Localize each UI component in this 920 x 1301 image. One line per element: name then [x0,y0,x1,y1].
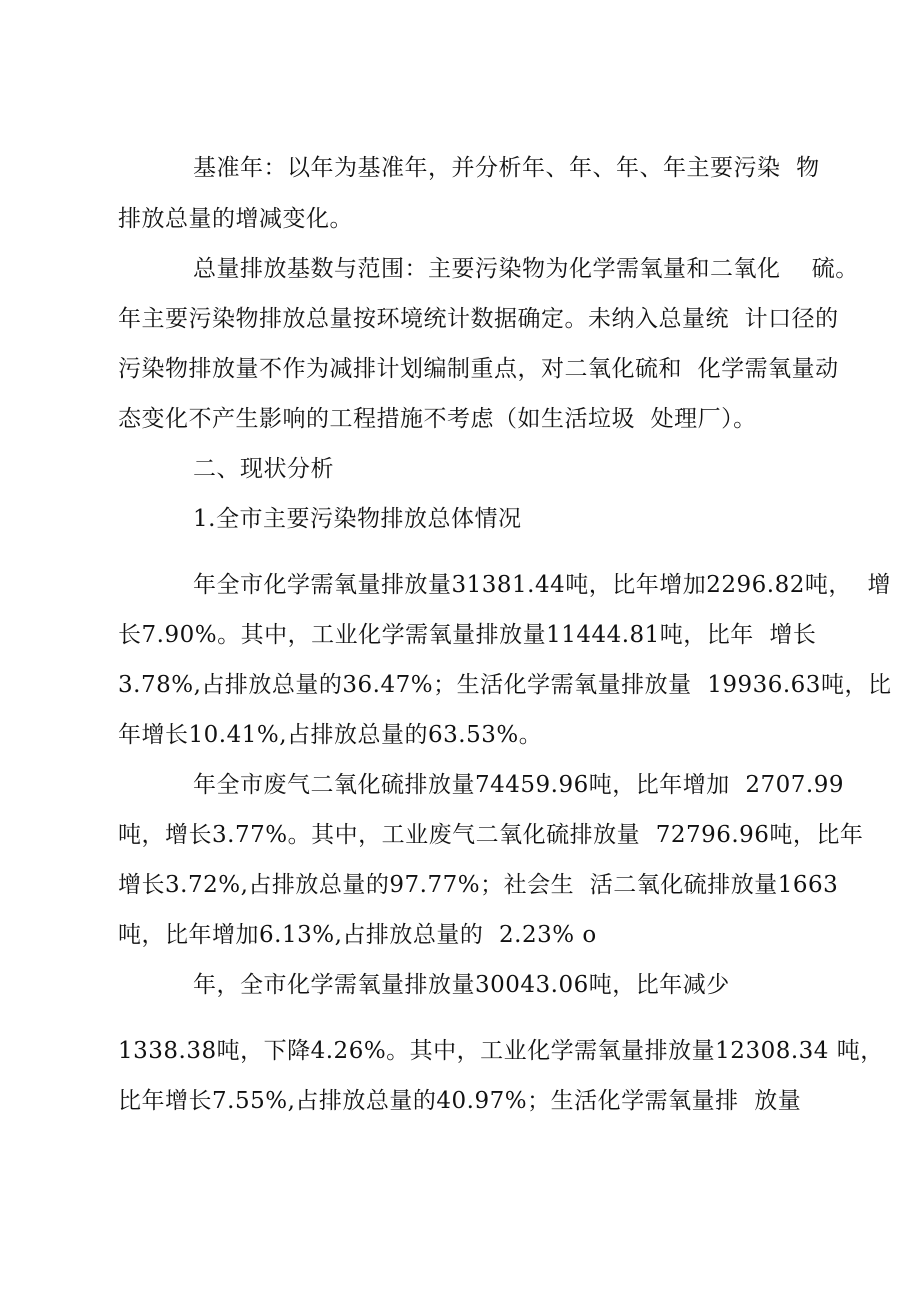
paragraph-line: 总量排放基数与范围：主要污染物为化学需氧量和二氧化 硫。 [193,256,859,282]
paragraph-line: 年主要污染物排放总量按环境统计数据确定。未纳入总量统 计口径的 [118,306,839,332]
paragraph-line: 排放总量的增减变化。 [118,206,353,232]
paragraph-line: 基准年：以年为基准年，并分析年、年、年、年主要污染 物 [193,155,820,181]
paragraph-line: 年，全市化学需氧量排放量30043.06吨，比年减少 [193,972,730,998]
subsection-heading: 1.全市主要污染物排放总体情况 [193,506,522,532]
paragraph-line: 污染物排放量不作为减排计划编制重点，对二氧化硫和 化学需氧量动 [118,356,839,382]
paragraph-line: 态变化不产生影响的工程措施不考虑（如生活垃圾 处理厂）。 [118,406,757,432]
paragraph-line: 增长3.72%,占排放总量的97.77%；社会生 活二氧化硫排放量1663 [118,872,839,898]
paragraph-line: 年增长10.41%,占排放总量的63.53%。 [118,722,543,748]
paragraph-line: 年全市化学需氧量排放量31381.44吨，比年增加2296.82吨， 增 [193,572,891,598]
section-heading: 二、现状分析 [193,456,334,482]
paragraph-line: 1338.38吨，下降4.26%。其中，工业化学需氧量排放量12308.34 吨， [118,1038,884,1064]
paragraph-line: 年全市废气二氧化硫排放量74459.96吨，比年增加 2707.99 [193,772,844,798]
paragraph-line: 吨，比年增加6.13%,占排放总量的 2.23% o [118,922,597,948]
paragraph-line: 比年增长7.55%,占排放总量的40.97%；生活化学需氧量排 放量 [118,1088,802,1114]
paragraph-line: 吨，增长3.77%。其中，工业废气二氧化硫排放量 72796.96吨，比年 [118,822,864,848]
paragraph-line: 3.78%,占排放总量的36.47%；生活化学需氧量排放量 19936.63吨，比 [118,672,892,698]
paragraph-line: 长7.90%。其中，工业化学需氧量排放量11444.81吨，比年 增长 [118,622,817,648]
